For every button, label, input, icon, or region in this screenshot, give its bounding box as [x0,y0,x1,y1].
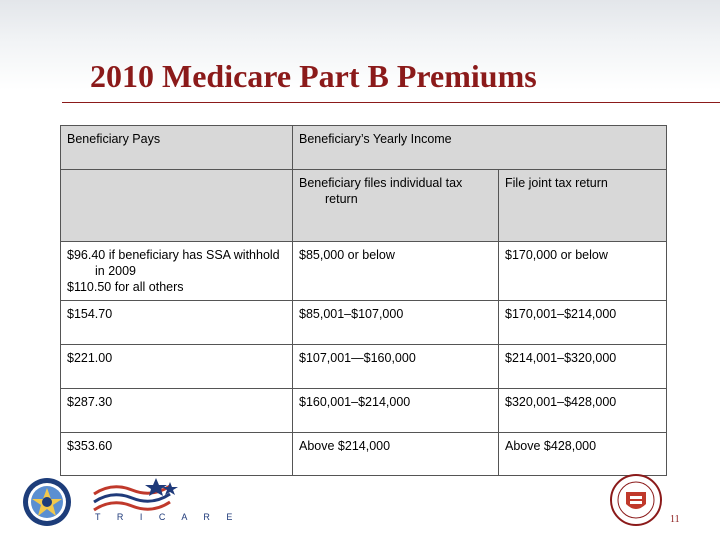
subheader-individual-text: Beneficiary files individual tax return [299,176,463,206]
table-row [61,389,667,433]
premiums-table [60,125,667,476]
dod-seal-icon [22,477,72,527]
cell-joint: $320,001–$428,000 [499,389,667,433]
university-seal-icon [610,474,662,526]
cell-joint: $170,001–$214,000 [499,301,667,345]
table-row [61,242,667,301]
cell-pays-line2: $110.50 for all others [67,280,184,294]
table-header-row [61,126,667,170]
table-row [61,433,667,476]
cell-pays: $154.70 [61,301,293,345]
table-subheader-row [61,170,667,242]
cell-pays [61,242,293,301]
cell-joint: Above $428,000 [499,433,667,476]
cell-individual: $85,000 or below [293,242,499,301]
cell-joint: $214,001–$320,000 [499,345,667,389]
cell-individual: Above $214,000 [293,433,499,476]
table-row [61,345,667,389]
subheader-individual [293,170,499,242]
cell-pays-line1: $96.40 if beneficiary has SSA withhold in 2009 [67,248,280,278]
header-yearly-income: Beneficiary’s Yearly Income [293,126,667,170]
subheader-empty-cell [61,170,293,242]
cell-individual: $85,001–$107,000 [293,301,499,345]
cell-pays: $221.00 [61,345,293,389]
slide-title: 2010 Medicare Part B Premiums [90,58,537,94]
tricare-wordmark: T R I C A R E [95,512,240,522]
title-divider [62,102,720,103]
cell-pays: $353.60 [61,433,293,476]
cell-pays: $287.30 [61,389,293,433]
header-beneficiary-pays: Beneficiary Pays [61,126,293,170]
table-row [61,301,667,345]
subheader-joint: File joint tax return [499,170,667,242]
cell-individual: $160,001–$214,000 [293,389,499,433]
cell-joint: $170,000 or below [499,242,667,301]
page-number: 11 [670,514,680,525]
cell-individual: $107,001—$160,000 [293,345,499,389]
